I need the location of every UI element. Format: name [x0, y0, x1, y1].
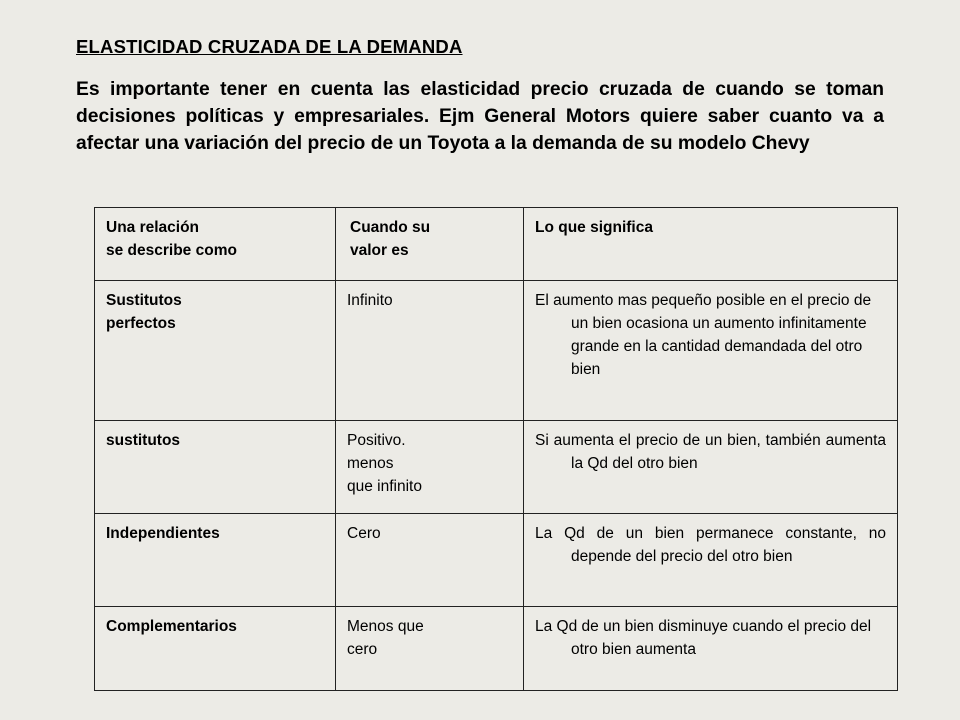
meaning-cell: La Qd de un bien disminuye cuando el precio del otro bien aumenta: [524, 607, 898, 691]
value-cell: Cero: [336, 514, 524, 607]
table-row: [95, 281, 898, 421]
header-value: Cuando su valor es: [336, 208, 524, 281]
elasticity-table: [94, 207, 898, 691]
relation-cell: Independientes: [95, 514, 336, 607]
meaning-cell: La Qd de un bien permanece constante, no depende del precio del otro bien: [524, 514, 898, 607]
relation-cell: Complementarios: [95, 607, 336, 691]
header-meaning: Lo que significa: [524, 208, 898, 281]
table-row: [95, 421, 898, 514]
meaning-cell: El aumento mas pequeño posible en el precio de un bien ocasiona un aumento infinitamente grande en la cantidad demandada del otro bien: [524, 281, 898, 421]
value-cell: Positivo. menos que infinito: [336, 421, 524, 514]
table-row: [95, 607, 898, 691]
meaning-cell: Si aumenta el precio de un bien, también aumenta la Qd del otro bien: [524, 421, 898, 514]
relation-cell: sustitutos: [95, 421, 336, 514]
table-row: [95, 514, 898, 607]
relation-cell: Sustitutos perfectos: [95, 281, 336, 421]
value-cell: Menos que cero: [336, 607, 524, 691]
table-header-row: [95, 208, 898, 281]
intro-paragraph: Es importante tener en cuenta las elasticidad precio cruzada de cuando se toman decisiones políticas y empresariales. Ejm General Motors quiere saber cuanto va a afectar una variación del precio de un Toyota a la demanda de su modelo Chevy: [76, 79, 884, 154]
header-relation: Una relación se describe como: [95, 208, 336, 281]
slide-title: ELASTICIDAD CRUZADA DE LA DEMANDA: [76, 36, 463, 57]
value-cell: Infinito: [336, 281, 524, 421]
